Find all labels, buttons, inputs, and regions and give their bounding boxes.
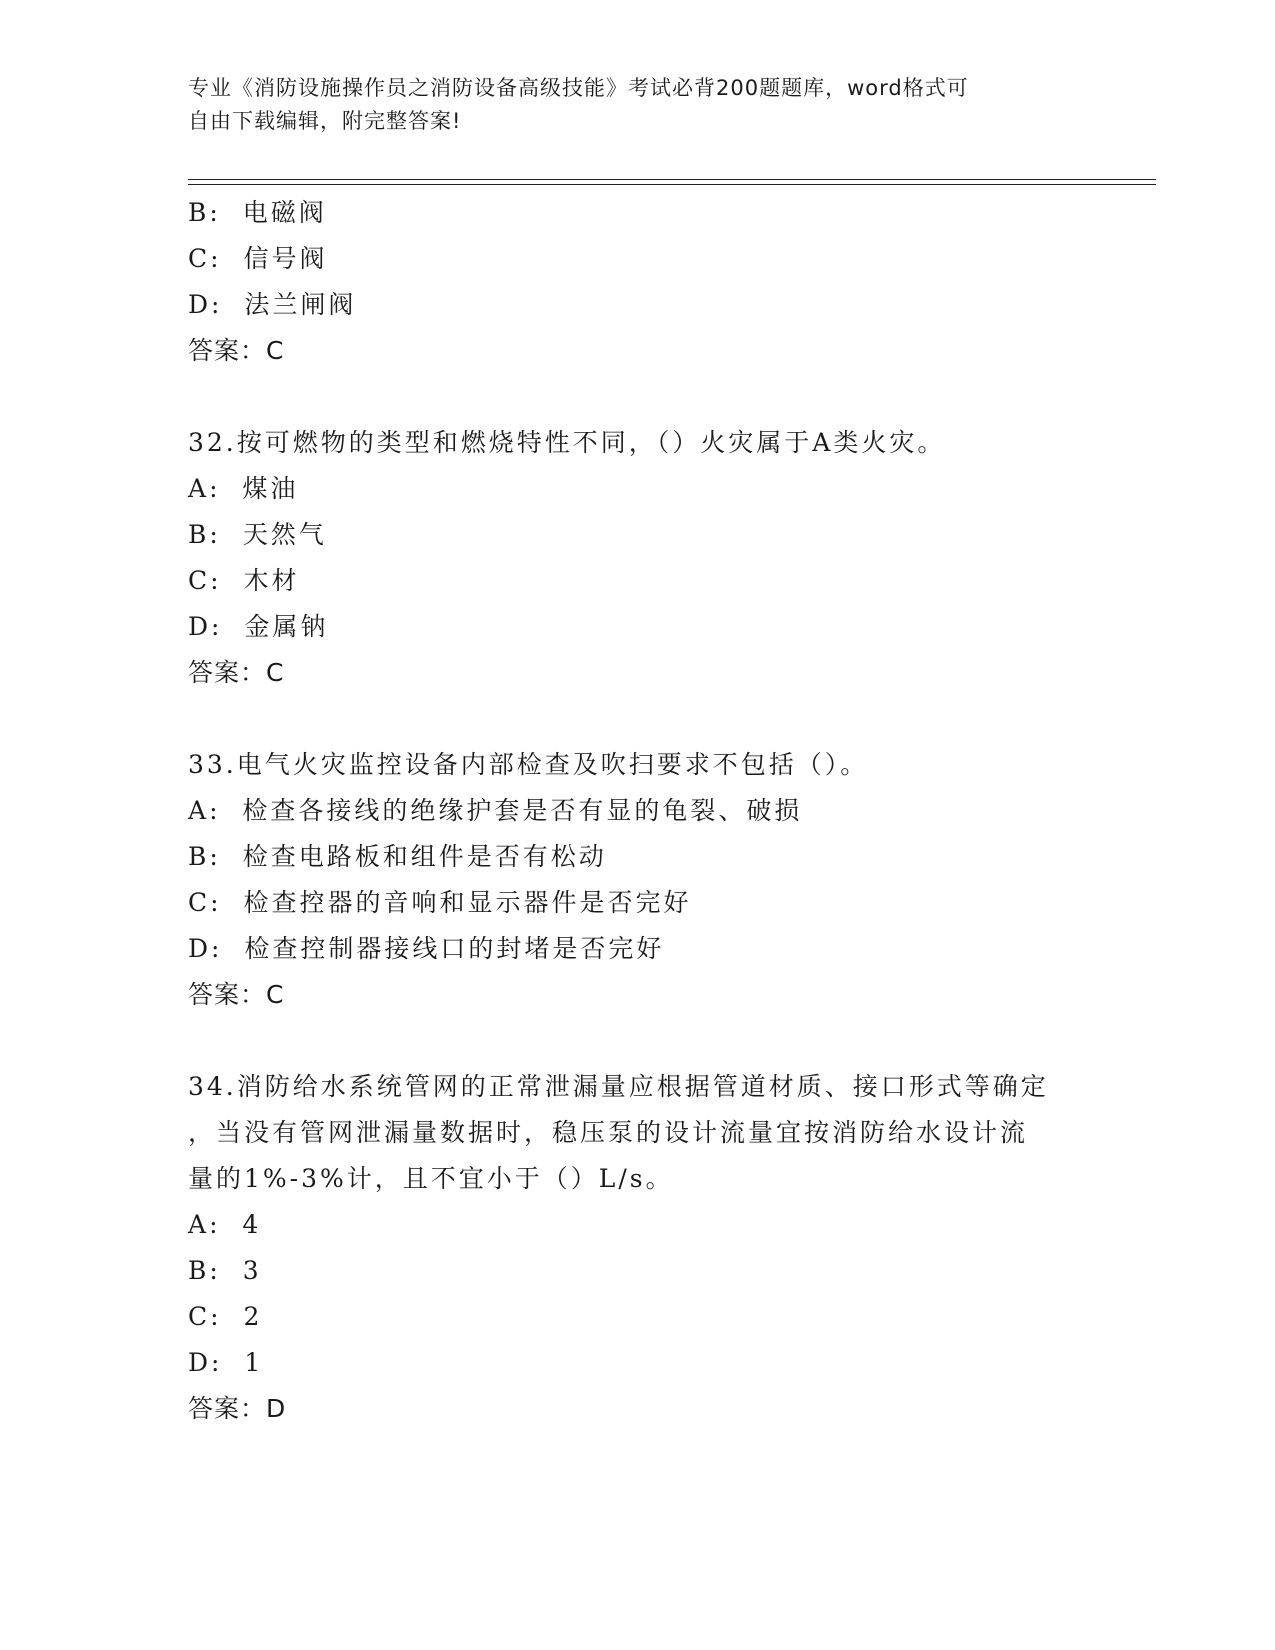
header-divider-top <box>188 179 1156 180</box>
option-d: D: 金属钠 <box>188 612 329 641</box>
question-list <box>188 190 1088 1432</box>
answer-34: 答案：D <box>188 1394 287 1423</box>
header-divider-bottom <box>188 184 1156 185</box>
question-34-stem-line-3: 量的1%-3%计，且不宜小于（）L/s。 <box>188 1164 674 1193</box>
option-c: C: 木材 <box>188 566 300 595</box>
option-a: A: 煤油 <box>188 474 299 503</box>
answer-31: 答案：C <box>188 336 285 365</box>
option-d: D: 检查控制器接线口的封堵是否完好 <box>188 934 665 963</box>
option-b: B: 检查电路板和组件是否有松动 <box>188 842 607 871</box>
question-34-stem-line-1: 34.消防给水系统管网的正常泄漏量应根据管道材质、接口形式等确定 <box>188 1072 1049 1101</box>
option-d: D: 法兰闸阀 <box>188 290 357 319</box>
answer-33: 答案：C <box>188 980 285 1009</box>
question-34 <box>188 1064 1088 1432</box>
option-d: D: 1 <box>188 1348 264 1377</box>
option-b: B: 天然气 <box>188 520 327 549</box>
question-32 <box>188 420 1088 696</box>
question-31-tail <box>188 190 1088 374</box>
option-c: C: 信号阀 <box>188 244 328 273</box>
question-34-stem-line-2: ，当没有管网泄漏量数据时，稳压泵的设计流量宜按消防给水设计流 <box>188 1118 1029 1147</box>
header-line-1: 专业《消防设施操作员之消防设备高级技能》考试必背200题题库，word格式可 <box>188 76 969 100</box>
option-b: B: 3 <box>188 1256 262 1285</box>
header-line-2: 自由下载编辑，附完整答案! <box>188 109 462 133</box>
answer-32: 答案：C <box>188 658 285 687</box>
question-33 <box>188 742 1088 1018</box>
option-c: C: 2 <box>188 1302 263 1331</box>
option-c: C: 检查控器的音响和显示器件是否完好 <box>188 888 692 917</box>
option-a: A: 检查各接线的绝缘护套是否有显的龟裂、破损 <box>188 796 803 825</box>
question-32-stem: 32.按可燃物的类型和燃烧特性不同，（）火灾属于A类火灾。 <box>188 428 946 457</box>
document-header <box>188 72 1068 138</box>
option-a: A: 4 <box>188 1210 262 1239</box>
option-b: B: 电磁阀 <box>188 198 327 227</box>
question-33-stem: 33.电气火灾监控设备内部检查及吹扫要求不包括（）。 <box>188 750 869 779</box>
